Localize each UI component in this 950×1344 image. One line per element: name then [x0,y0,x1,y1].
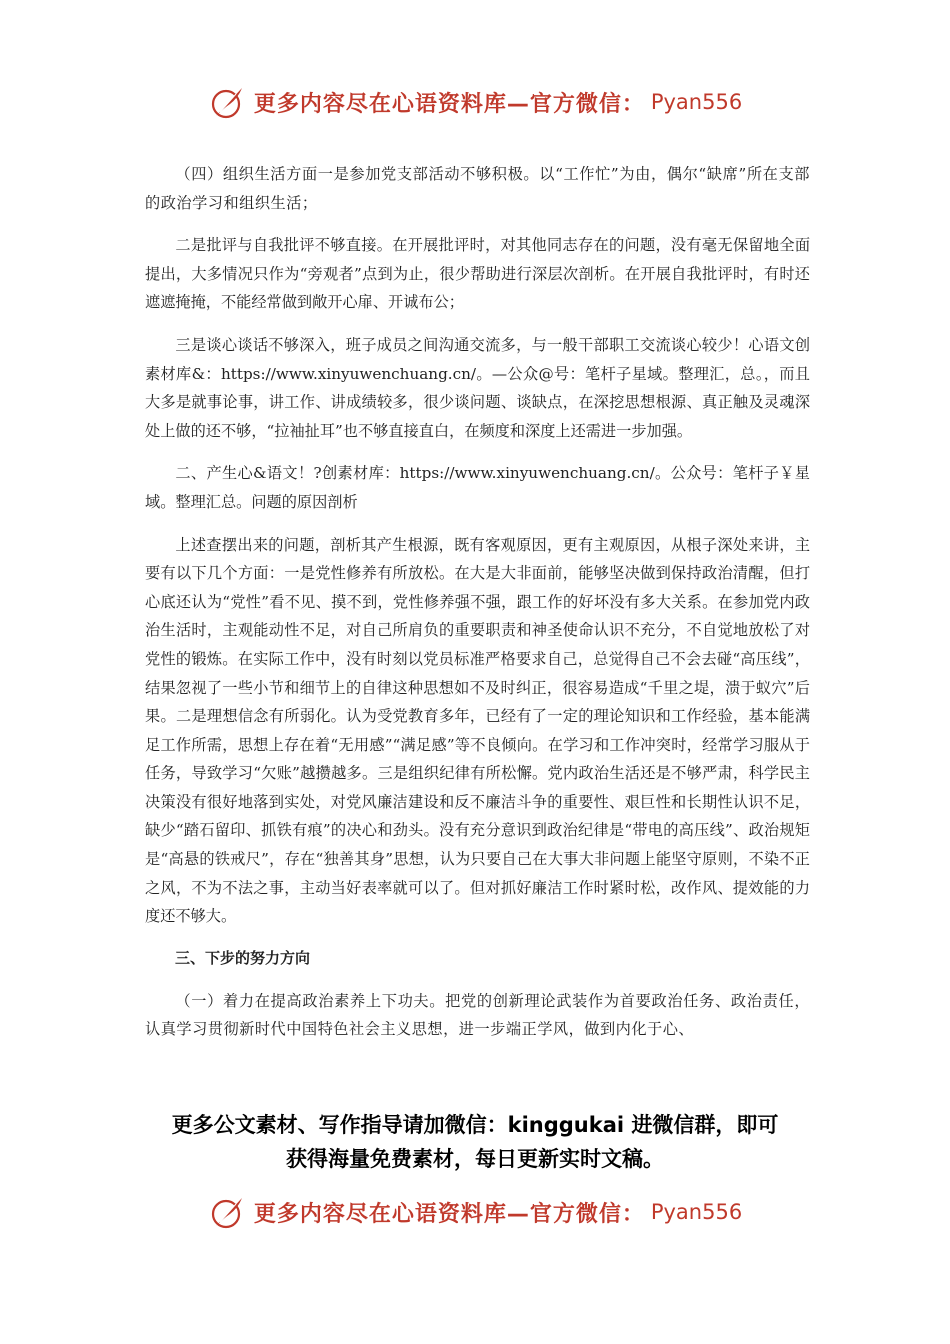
footer-banner [0,1190,950,1234]
promo-line-1: 更多公文素材、写作指导请加微信：kinggukai 进微信群，即可 [171,1113,779,1137]
feather-pen-logo-icon [208,82,248,122]
paragraph-5: 上述查摆出来的问题，剖析其产生根源，既有客观原因，更有主观原因，从根子深处来讲，主要有以下几个方面：一是党性修养有所放松。在大是大非面前，能够坚决做到保持政治清醒，但打心底还认为“党性”看不见、摸不到，党性修养强不强，跟工作的好坏没有多大关系。在参加党内政治生活时，主观能动性不足，对自己所肩负的重要职责和神圣使命认识不充分，不自觉地放松了对党性的锻炼。在实际工作中，没有时刻以党员标准严格要求自己，总觉得自己不会去碰“高压线”，结果忽视了一些小节和细节上的自律这种思想如不及时纠正，很容易造成“千里之堤，溃于蚁穴”后果。二是理想信念有所弱化。认为受党教育多年，已经有了一定的理论知识和工作经验，基本能满足工作所需，思想上存在着“无用感”“满足感”等不良倾向。在学习和工作冲突时，经常学习服从于任务，导致学习“欠账”越攒越多。三是组织纪律有所松懈。党内政治生活还是不够严肃，科学民主决策没有很好地落到实处，对党风廉洁建设和反不廉洁斗争的重要性、艰巨性和长期性认识不足，缺少“踏石留印、抓铁有痕”的决心和劲头。没有充分意识到政治纪律是“带电的高压线”、政治规矩是“高悬的铁戒尺”，存在“独善其身”思想，认为只要自己在大事大非问题上能坚守原则，不染不正之风，不为不法之事，主动当好表率就可以了。但对抓好廉洁工作时紧时松，改作风、提效能的力度还不够大。 [145,535,810,926]
paragraph-3: 三是谈心谈话不够深入，班子成员之间沟通交流多，与一般干部职工交流谈心较少！心语文创素材库&：https://www.xinyuwenchuang.cn/。—公众@号：笔杆子星域。整理汇，总。，而且大多是就事论事，讲工作、讲成绩较多，很少谈问题、谈缺点，在深挖思想根源、真正触及灵魂深处上做的还不够，“拉袖扯耳”也不够直接直白，在频度和深度上还需进一步加强。 [145,335,810,440]
promo-line-2: 获得海量免费素材，每日更新实时文稿。 [286,1147,664,1171]
banner-wechat-id: Pyan556 [650,90,743,114]
banner-text: 更多内容尽在心语资料库—官方微信： [253,91,645,117]
paragraph-4: 二、产生心&语文！?创素材库：https://www.xinyuwenchuang.cn/。公众号：笔杆子￥星域。整理汇总。问题的原因剖析 [145,464,810,511]
section-heading: 三、下步的努力方向 [175,948,311,967]
paragraph-1: （四）组织生活方面一是参加党支部活动不够积极。以“工作忙”为由，偶尔“缺席”所在支部的政治学习和组织生活； [145,165,810,212]
feather-pen-logo-icon [208,1192,248,1232]
paragraph-6: （一）着力在提高政治素养上下功夫。把党的创新理论武装作为首要政治任务、政治责任，认真学习贯彻新时代中国特色社会主义思想，进一步端正学风，做到内化于心、 [145,991,810,1039]
banner-text: 更多内容尽在心语资料库—官方微信： [253,1201,645,1227]
header-banner [0,80,950,124]
document-body [145,160,810,1058]
promo-notice [0,1108,950,1176]
banner-wechat-id: Pyan556 [650,1200,743,1224]
paragraph-2: 二是批评与自我批评不够直接。在开展批评时，对其他同志存在的问题，没有毫无保留地全面提出，大多情况只作为“旁观者”点到为止，很少帮助进行深层次剖析。在开展自我批评时，有时还遮遮掩掩，不能经常做到敞开心扉、开诚布公； [145,236,810,312]
